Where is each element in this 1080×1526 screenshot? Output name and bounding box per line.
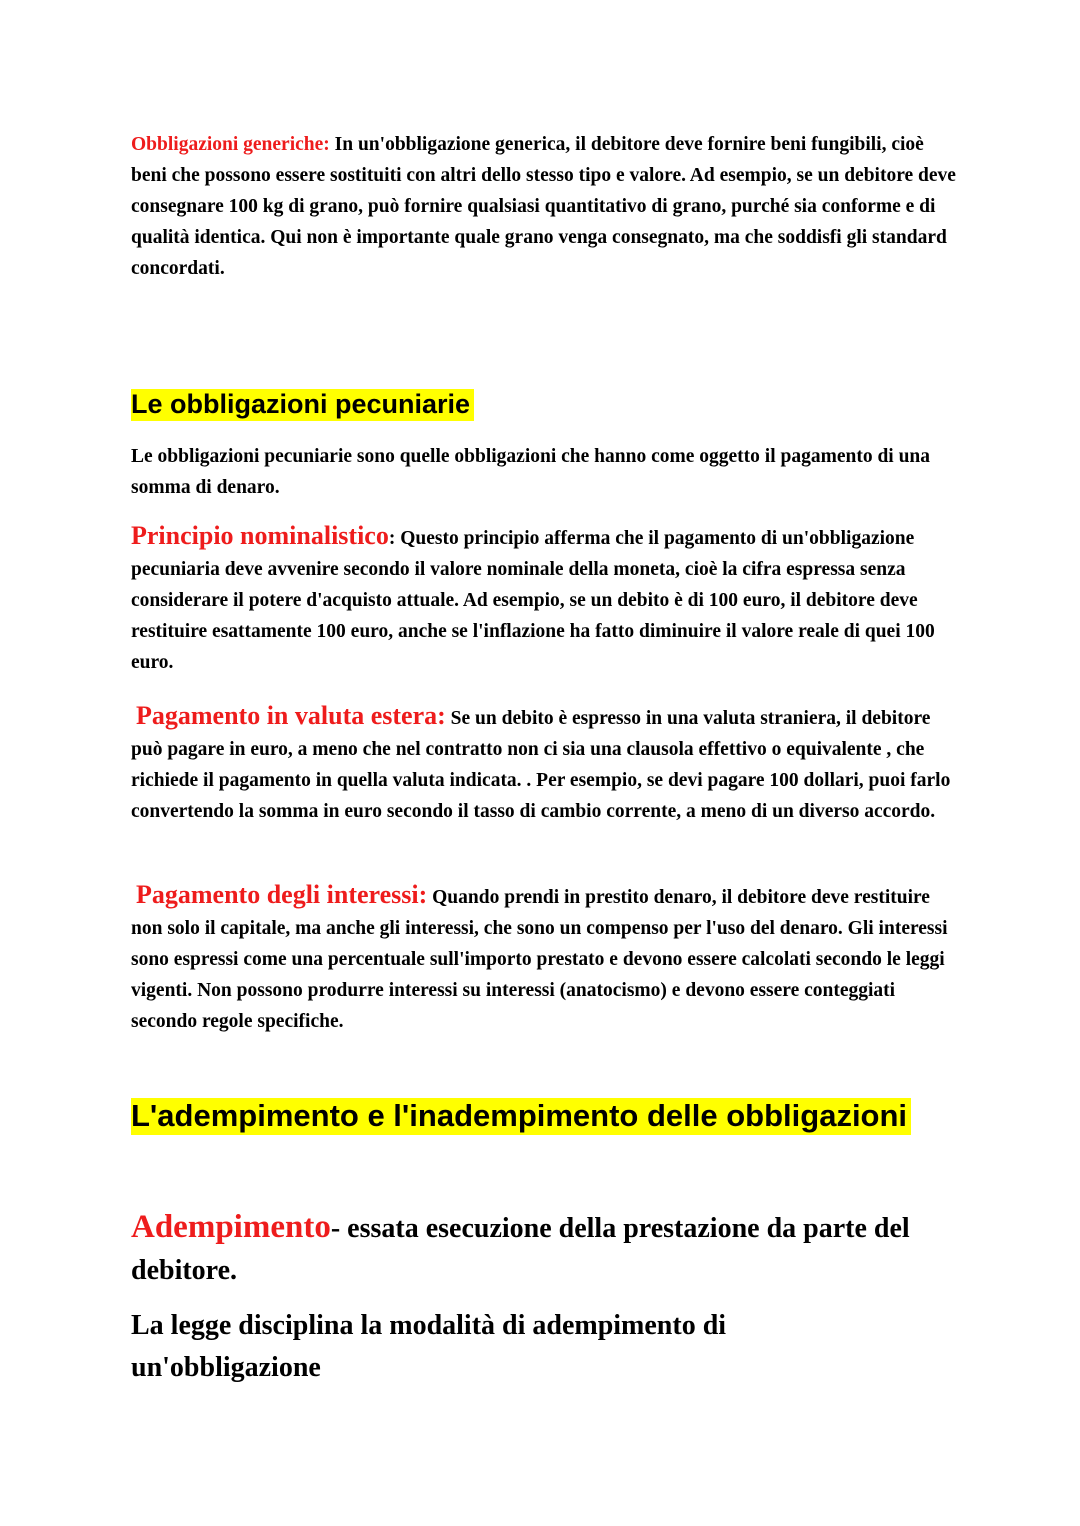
adempimento-heading: L'adempimento e l'inadempimento delle obbligazioni xyxy=(131,1098,911,1135)
interessi-paragraph xyxy=(131,879,961,1037)
pecuniarie-intro: Le obbligazioni pecuniarie sono quelle obbligazioni che hanno come oggetto il pagamento di una somma di denaro. xyxy=(131,446,931,498)
adempimento-note: La legge disciplina la modalità di adempimento di un'obbligazione xyxy=(131,1310,727,1383)
generiche-paragraph xyxy=(131,129,961,284)
interessi-text: Quando prendi in prestito denaro, il debitore deve restituire non solo il capitale, ma anche gli interessi, che sono un compenso per l'uso del denaro. Gli interessi sono espressi come una percentuale sull'importo prestato e devono essere calcolati secondo le leggi vigenti. Non possono produrre interessi su interessi (anatocismo) e devono essere conteggiati secondo regole specifiche. xyxy=(131,887,948,1032)
valuta-estera-term: Pagamento in valuta estera: xyxy=(136,701,446,730)
adempimento-text: - essata esecuzione della prestazione da parte del debitore. xyxy=(131,1213,910,1286)
generiche-text: In un'obbligazione generica, il debitore deve fornire beni fungibili, cioè beni che possono essere sostituiti con altri dello stesso tipo e valore. Ad esempio, se un debitore deve consegnare 100 kg di grano, può fornire qualsiasi quantitativo di grano, purché sia conforme e di qualità identica. Qui non è importante quale grano venga consegnato, ma che soddisfi gli standard concordati. xyxy=(131,134,956,279)
interessi-term: Pagamento degli interessi: xyxy=(136,880,428,909)
valuta-estera-paragraph xyxy=(131,700,961,827)
pecuniarie-heading: Le obbligazioni pecuniarie xyxy=(131,389,474,421)
adempimento-term: Adempimento xyxy=(131,1209,331,1245)
principio-nominalistico-text: : Questo principio afferma che il pagamento di un'obbligazione pecuniaria deve avvenire secondo il valore nominale della moneta, cioè la cifra espressa senza considerare il potere d'acquisto attuale. Ad esempio, se un debito è di 100 euro, il debitore deve restituire esattamente 100 euro, anche se l'inflazione ha fatto diminuire il valore reale di quei 100 euro. xyxy=(131,528,935,673)
principio-nominalistico-term: Principio nominalistico xyxy=(131,521,389,550)
valuta-estera-text: Se un debito è espresso in una valuta straniera, il debitore può pagare in euro, a meno che nel contratto non ci sia una clausola effettivo o equivalente , che richiede il pagamento in quella valuta indicata. . Per esempio, se devi pagare 100 dollari, puoi farlo convertendo la somma in euro secondo il tasso di cambio corrente, a meno di un diverso accordo. xyxy=(131,708,951,822)
adempimento-paragraph xyxy=(131,1206,961,1292)
generiche-term: Obbligazioni generiche: xyxy=(131,134,330,155)
pecuniarie-heading-wrap xyxy=(131,389,961,420)
adempimento-heading-wrap xyxy=(131,1098,961,1134)
principio-nominalistico-paragraph xyxy=(131,520,961,678)
